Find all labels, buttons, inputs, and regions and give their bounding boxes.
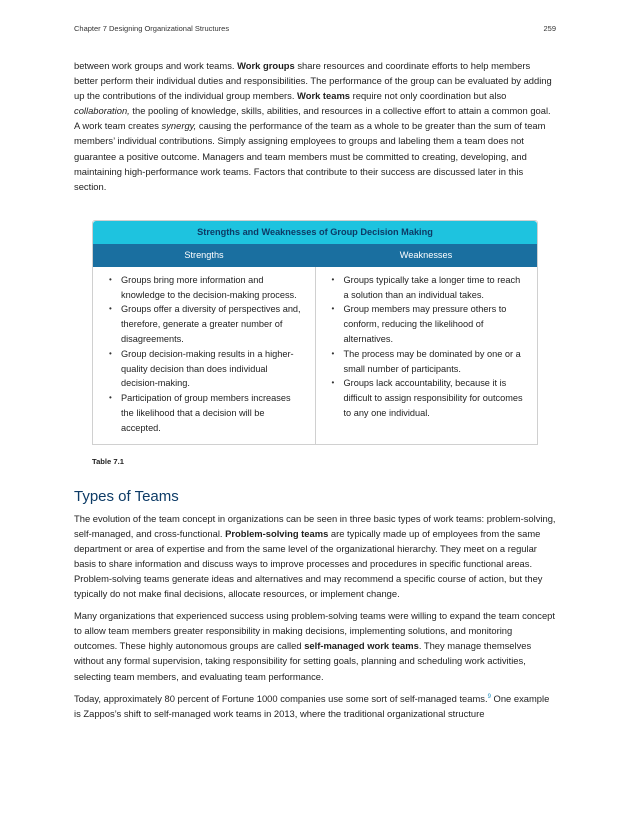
text-run: . They manage themselves without any formal supervision, taking responsibility for setting goals, planning and scheduling work activities, selecting team members, and evaluating team performance.: [74, 640, 532, 682]
chapter-title: Chapter 7 Designing Organizational Structures: [74, 24, 230, 33]
weaknesses-column: [315, 267, 538, 444]
emphasis-synergy: synergy,: [161, 120, 197, 132]
emphasis-collaboration: collaboration,: [74, 105, 130, 117]
footnote-reference[interactable]: 9: [487, 693, 491, 700]
term-work-teams: Work teams: [297, 90, 351, 102]
term-self-managed-teams: self-managed work teams: [304, 640, 419, 652]
term-problem-solving-teams: Problem-solving teams: [225, 527, 329, 539]
text-run: causing the performance of the team as a whole to be greater than the sum of team members’ individual contributions. Simply assigning employees to groups and labeling them a team does not guarantee a positive outcome. Managers and team members must be committed to creating, developing, and maintaining high-performance work teams. Factors that contribute to their success are discussed later in this section.: [74, 120, 546, 192]
page-content: [74, 58, 556, 728]
text-run: require not only coordination but also: [350, 90, 507, 102]
strengths-list: [103, 273, 305, 436]
list-item: • Groups typically take a longer time to reach a solution than an individual takes.: [344, 273, 528, 303]
table-caption: Table 7.1: [92, 456, 124, 466]
list-item: • The process may be dominated by one or a small number of participants.: [344, 347, 528, 377]
text-run: Many organizations that experienced success using problem-solving teams were willing to expand the team concept to allow team members greater responsibility in making decisions, implementing solutions, and monitoring outcomes. These highly autonomous groups are called: [74, 610, 555, 652]
table-header-row: [93, 244, 537, 267]
paragraph-self-managed: [74, 608, 556, 683]
text-run: the pooling of knowledge, skills, abilities, and resources in a collective effort to attain a common goal. A work team creates: [74, 105, 551, 132]
list-item: • Participation of group members increases the likelihood that a decision will be accepted.: [121, 391, 305, 435]
term-work-groups: Work groups: [237, 60, 295, 71]
text-run: between work groups and work teams.: [74, 60, 238, 71]
section-heading: Types of Teams: [74, 487, 179, 505]
table-title: Strengths and Weaknesses of Group Decision Making: [93, 221, 537, 244]
paragraph-fortune-1000: [74, 691, 556, 721]
text-run: The evolution of the team concept in organizations can be seen in three basic types of work teams: problem-solving, self-managed, and cross-functional.: [74, 512, 556, 539]
text-run: Today, approximately 80 percent of Fortune 1000 companies use some sort of self-managed teams.: [74, 692, 488, 704]
text-run: One example is Zappos’s shift to self-managed work teams in 2013, where the traditional organizational structure: [74, 692, 550, 719]
strengths-column: [93, 267, 315, 444]
text-run: share resources and coordinate efforts to help members better perform their individual duties and responsibilities. The performance of the group can be evaluated by adding up the contributions of the individual group members.: [74, 60, 552, 102]
table-body: [93, 267, 537, 444]
weaknesses-list: [326, 273, 528, 421]
list-item: • Groups offer a diversity of perspectives and, therefore, generate a greater number of disagreements.: [121, 302, 305, 346]
paragraph-work-groups: [74, 58, 556, 194]
list-item: • Groups lack accountability, because it is difficult to assign responsibility for outcomes to any one individual.: [344, 376, 528, 420]
page-number: 259: [543, 24, 556, 33]
paragraph-problem-solving: [74, 511, 556, 602]
running-header: [74, 24, 556, 33]
list-item: • Group members may pressure others to conform, reducing the likelihood of alternatives.: [344, 302, 528, 346]
list-item: • Groups bring more information and knowledge to the decision-making process.: [121, 273, 305, 303]
column-header-strengths: Strengths: [184, 249, 224, 260]
text-run: are typically made up of employees from the same department or area of expertise and from the same level of the organizational hierarchy. They meet on a regular basis to share information and discuss ways to improve processes and procedures in specific functional areas. Problem-solving teams generate ideas and alternatives and may recommend a specific course of action, but they typically do not make final decisions, allocate resources, or implement change.: [74, 527, 543, 600]
decision-making-table: [92, 220, 538, 445]
column-header-weaknesses: Weaknesses: [399, 249, 453, 260]
list-item: • Group decision-making results in a higher-quality decision than does individual decision-making.: [121, 347, 305, 391]
